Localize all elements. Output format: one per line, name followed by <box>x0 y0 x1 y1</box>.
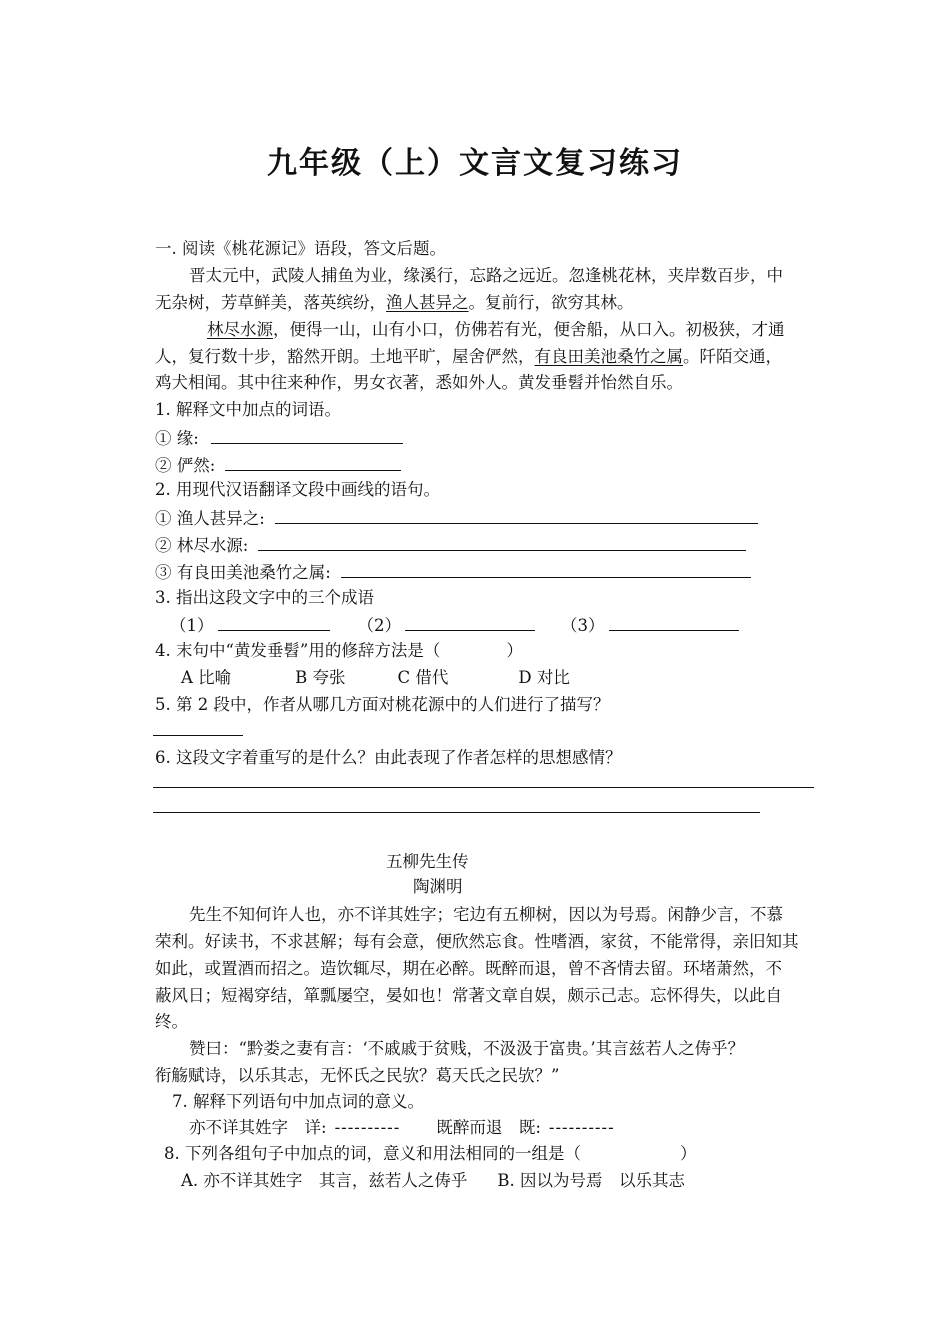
zan-line1: 赞曰：“黔娄之妻有言：‘不戚戚于贫贱，不汲汲于富贵。’其言兹若人之俦乎？ <box>189 1039 745 1058</box>
option-b[interactable]: B. 因以为号焉 以乐其志 <box>497 1171 686 1190</box>
section2-author: 陶渊明 <box>413 877 463 896</box>
zan-line2: 衔觞赋诗，以乐其志，无怀氏之民欤？葛天氏之民欤？” <box>155 1066 560 1085</box>
passage-text: 人，复行数十步，豁然开朗。土地平旷，屋舍俨然， <box>155 347 535 366</box>
answer-line[interactable] <box>153 787 814 788</box>
question-2a <box>155 507 758 529</box>
answer-blank[interactable] <box>341 561 751 578</box>
question-3: 3. 指出这段文字中的三个成语 <box>155 588 374 607</box>
answer-line[interactable] <box>153 812 760 813</box>
question-5: 5. 第 2 段中，作者从哪几方面对桃花源中的人们进行了描写？ <box>155 695 610 714</box>
passage-p1-line1: 晋太元中，武陵人捕鱼为业，缘溪行，忘路之远近。忽逢桃花林，夹岸数百步，中 <box>189 266 783 285</box>
passage2-line1: 先生不知何许人也，亦不详其姓字；宅边有五柳树，因以为号焉。闲静少言，不慕 <box>189 905 783 924</box>
question-3-blanks <box>170 614 739 636</box>
option-a[interactable]: A 比喻 <box>181 668 232 687</box>
question-label: （2） <box>357 616 401 635</box>
answer-blank[interactable] <box>405 614 535 631</box>
question-label: ② 林尽水源: <box>155 536 249 555</box>
question-4: 4. 末句中“黄发垂髫”用的修辞方法是（ ） <box>155 641 523 660</box>
question-label: 既醉而退 既: <box>436 1118 541 1137</box>
question-label: 亦不详其姓字 详: <box>189 1118 327 1137</box>
passage2-line2: 荣利。好读书，不求甚解；每有会意，便欣然忘食。性嗜酒，家贫，不能常得，亲旧知其 <box>155 932 799 951</box>
passage-text: 无杂树，芳草鲜美，落英缤纷， <box>155 293 386 312</box>
question-label: ② 俨然: <box>155 456 216 475</box>
question-label: ③ 有良田美池桑竹之属: <box>155 563 331 582</box>
option-d[interactable]: D 对比 <box>518 668 570 687</box>
section2-title: 五柳先生传 <box>386 852 469 871</box>
question-8: 8. 下列各组句子中加点的词，意义和用法相同的一组是（ ） <box>164 1144 697 1163</box>
answer-blank[interactable] <box>211 427 403 444</box>
question-7-items <box>189 1118 615 1138</box>
answer-blank[interactable] <box>609 614 739 631</box>
passage2-line5: 终。 <box>155 1012 188 1031</box>
passage-text: 。阡陌交通， <box>683 347 782 366</box>
option-c[interactable]: C 借代 <box>397 668 449 687</box>
question-1: 1. 解释文中加点的词语。 <box>155 400 341 419</box>
page-title: 九年级（上）文言文复习练习 <box>267 146 683 181</box>
passage2-line3: 如此，或置酒而招之。造饮辄尽，期在必醉。既醉而退，曾不吝情去留。环堵萧然，不 <box>155 959 782 978</box>
answer-blank[interactable]: ---------- <box>548 1118 615 1137</box>
question-6: 6. 这段文字着重写的是什么？由此表现了作者怎样的思想感情？ <box>155 748 622 767</box>
answer-blank[interactable] <box>218 614 330 631</box>
section1-heading: 一. 阅读《桃花源记》语段，答文后题。 <box>155 239 446 258</box>
question-2b <box>155 534 746 556</box>
question-7: 7. 解释下列语句中加点词的意义。 <box>172 1092 424 1111</box>
passage-p2-line1 <box>207 320 785 340</box>
question-4-options <box>181 668 570 688</box>
underlined-sentence: 林尽水源 <box>207 320 273 339</box>
question-2: 2. 用现代汉语翻译文段中画线的语句。 <box>155 480 440 499</box>
answer-blank[interactable] <box>275 507 758 524</box>
underlined-sentence: 有良田美池桑竹之属 <box>534 347 683 366</box>
underlined-sentence: 渔人甚异之 <box>386 293 469 312</box>
option-b[interactable]: B 夸张 <box>295 668 346 687</box>
question-label: （1） <box>170 616 214 635</box>
answer-blank[interactable] <box>225 454 401 471</box>
question-label: ① 缘: <box>155 429 199 448</box>
answer-blank[interactable] <box>258 534 746 551</box>
answer-blank[interactable]: ---------- <box>334 1118 401 1137</box>
question-label: （3） <box>561 616 605 635</box>
question-8-options <box>181 1171 685 1191</box>
question-2c <box>155 561 751 583</box>
passage-p2-line3: 鸡犬相闻。其中往来种作，男女衣著，悉如外人。黄发垂髫并怡然自乐。 <box>155 373 683 392</box>
option-a[interactable]: A. 亦不详其姓字 其言，兹若人之俦乎 <box>181 1171 468 1190</box>
passage-p2-line2 <box>155 347 782 367</box>
passage-text: 。复前行，欲穷其林。 <box>468 293 634 312</box>
passage-p1-line2 <box>155 293 634 313</box>
passage-text: ，便得一山，山有小口，仿佛若有光，便舍船，从口入。初极狭，才通 <box>273 320 785 339</box>
question-1b <box>155 454 401 476</box>
answer-line[interactable] <box>153 735 243 736</box>
question-1a <box>155 427 403 449</box>
passage2-line4: 蔽风日；短褐穿结，箪瓢屡空，晏如也！常著文章自娱，颇示己志。忘怀得失，以此自 <box>155 986 782 1005</box>
question-label: ① 渔人甚异之: <box>155 509 265 528</box>
